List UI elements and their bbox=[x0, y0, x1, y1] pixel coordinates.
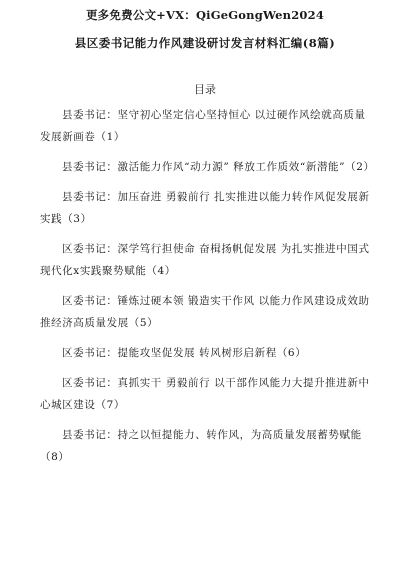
toc-item: 县委书记：持之以恒提能力、转作风，为高质量发展蓄势赋能（8） bbox=[40, 429, 362, 463]
toc-item: 区委书记：深学笃行担使命 奋楫扬帆促发展 为扎实推进中国式现代化x实践聚势赋能（4） bbox=[40, 243, 370, 277]
promo-banner: 更多免费公文+VX：QiGeGongWen2024 bbox=[85, 8, 325, 22]
toc-list bbox=[40, 104, 375, 476]
toc-item: 县委书记：坚守初心坚定信心坚持恒心 以过硬作风绘就高质量发展新画卷（1） bbox=[40, 109, 366, 143]
toc-item: 区委书记：真抓实干 勇毅前行 以干部作风能力大提升推进新中心城区建设（7） bbox=[40, 377, 370, 411]
toc-item: 县委书记：激活能力作风“动力源” 释放工作质效“新潜能”（2） bbox=[62, 161, 375, 173]
toc-item: 区委书记：提能攻坚促发展 转风树形启新程（6） bbox=[62, 347, 307, 359]
toc-item: 县委书记：加压奋进 勇毅前行 扎实推进以能力转作风促发展新实践（3） bbox=[40, 191, 370, 225]
document-title: 县区委书记能力作风建设研讨发言材料汇编(8篇) bbox=[74, 36, 336, 50]
toc-heading: 目录 bbox=[194, 83, 216, 96]
toc-item: 区委书记：锤炼过硬本领 锻造实干作风 以能力作风建设成效助推经济高质量发展（5） bbox=[40, 295, 370, 329]
